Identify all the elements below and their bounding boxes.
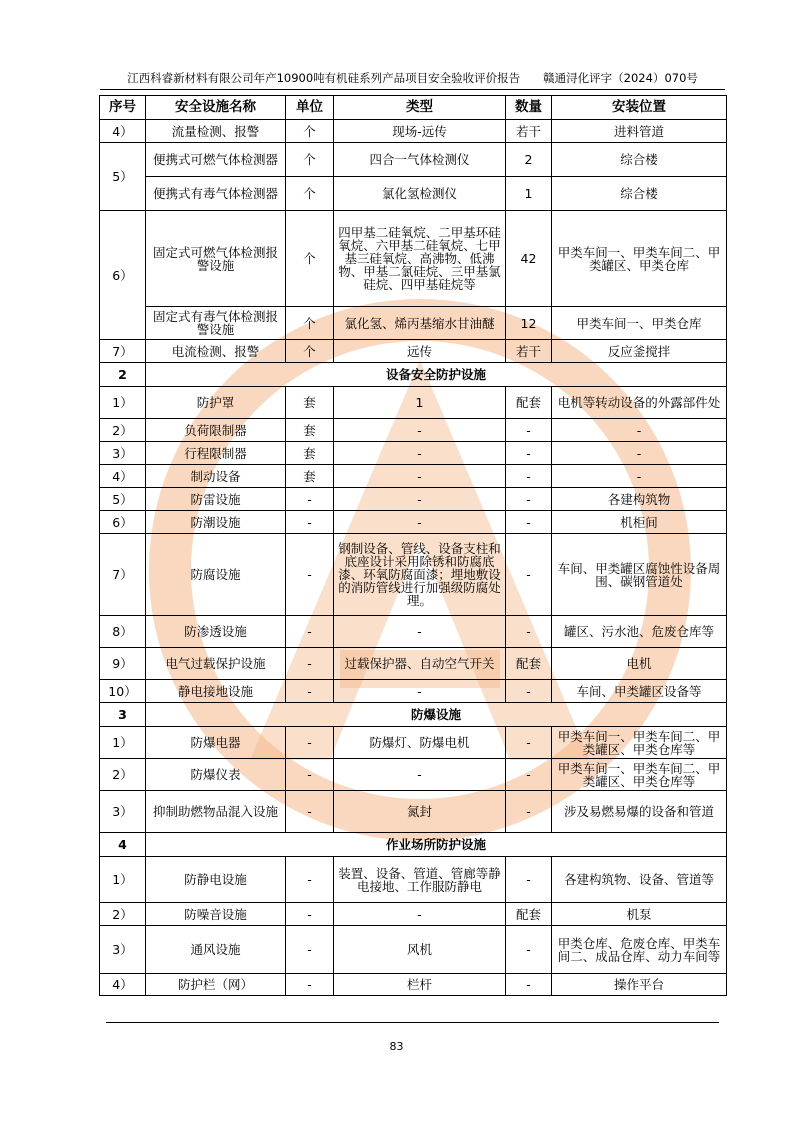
cell: 6）: [100, 511, 146, 534]
section-row: [100, 363, 727, 387]
cell: -: [286, 534, 334, 616]
table-row: [100, 534, 727, 616]
cell: 1: [334, 387, 506, 419]
cell: 进料管道: [552, 120, 727, 143]
table-row: [100, 903, 727, 926]
cell: 便携式可燃气体检测器: [146, 143, 286, 177]
cell: 防爆灯、防爆电机: [334, 727, 506, 759]
table-row: [100, 442, 727, 465]
table-row: [100, 387, 727, 419]
cell: 风机: [334, 926, 506, 974]
cell: 套: [286, 465, 334, 488]
cell: 防雷设施: [146, 488, 286, 511]
cell: 车间、甲类罐区设备等: [552, 680, 727, 703]
table-row: [100, 465, 727, 488]
section-title: 作业场所防护设施: [146, 833, 727, 857]
page-header: 江西科睿新材料有限公司年产10900吨有机硅系列产品项目安全验收评价报告 赣通浔化评字（2024）070号: [127, 71, 698, 85]
cell: -: [506, 465, 552, 488]
cell: 9）: [100, 648, 146, 680]
cell: 套: [286, 419, 334, 442]
cell: 7）: [100, 534, 146, 616]
cell: -: [334, 616, 506, 648]
cell: -: [506, 727, 552, 759]
cell: 涉及易燃易爆的设备和管道: [552, 791, 727, 833]
cell: -: [334, 465, 506, 488]
cell: 防渗透设施: [146, 616, 286, 648]
cell: 行程限制器: [146, 442, 286, 465]
cell: 钢制设备、管线、设备支柱和底座设计采用除锈和防腐底漆、环氧防腐面漆；埋地敷设的消防管线进行加强级防腐处理。: [334, 534, 506, 616]
cell: -: [506, 759, 552, 791]
cell: 操作平台: [552, 974, 727, 996]
col-header: 安装位置: [552, 96, 727, 120]
cell: 4）: [100, 465, 146, 488]
cell: 机柜间: [552, 511, 727, 534]
cell: 固定式有毒气体检测报警设施: [146, 307, 286, 340]
cell: -: [552, 419, 727, 442]
table-row: [100, 488, 727, 511]
cell: 四甲基二硅氧烷、二甲基环硅氧烷、六甲基二硅氧烷、七甲基三硅氧烷、高沸物、低沸物、甲基二氯硅烷、三甲基氯硅烷、四甲基硅烷等: [334, 211, 506, 307]
cell: 防噪音设施: [146, 903, 286, 926]
table-row: [100, 307, 727, 340]
table-row: [100, 680, 727, 703]
cell: 个: [286, 340, 334, 363]
cell: 车间、甲类罐区腐蚀性设备周围、碳钢管道处: [552, 534, 727, 616]
cell: -: [286, 857, 334, 903]
cell: 甲类车间一、甲类仓库: [552, 307, 727, 340]
footer-divider: [106, 1022, 719, 1023]
col-header: 单位: [286, 96, 334, 120]
cell: 2）: [100, 419, 146, 442]
cell: 负荷限制器: [146, 419, 286, 442]
cell: 配套: [506, 903, 552, 926]
cell: -: [286, 616, 334, 648]
cell: 12: [506, 307, 552, 340]
table-row: [100, 759, 727, 791]
cell: -: [334, 680, 506, 703]
table-row: [100, 857, 727, 903]
cell: 套: [286, 442, 334, 465]
section-title: 防爆设施: [146, 703, 727, 727]
cell: 防静电设施: [146, 857, 286, 903]
table-row: [100, 974, 727, 996]
cell: 4）: [100, 974, 146, 996]
cell: -: [334, 419, 506, 442]
cell: -: [286, 680, 334, 703]
cell: 配套: [506, 648, 552, 680]
col-header: 安全设施名称: [146, 96, 286, 120]
cell: 1）: [100, 387, 146, 419]
cell: 防护罩: [146, 387, 286, 419]
section-number: 2: [100, 363, 146, 387]
cell: 防腐设施: [146, 534, 286, 616]
cell: 防爆仪表: [146, 759, 286, 791]
cell: 个: [286, 120, 334, 143]
table-row: [100, 143, 727, 177]
cell: 5）: [100, 143, 146, 211]
cell: 固定式可燃气体检测报警设施: [146, 211, 286, 307]
cell: -: [506, 511, 552, 534]
cell: -: [286, 791, 334, 833]
cell: 甲类车间一、甲类车间二、甲类罐区、甲类仓库等: [552, 727, 727, 759]
table-row: [100, 727, 727, 759]
cell: 配套: [506, 387, 552, 419]
cell: 罐区、污水池、危废仓库等: [552, 616, 727, 648]
cell: -: [286, 648, 334, 680]
cell: 四合一气体检测仪: [334, 143, 506, 177]
cell: 氮封: [334, 791, 506, 833]
cell: 42: [506, 211, 552, 307]
cell: -: [506, 419, 552, 442]
cell: 个: [286, 211, 334, 307]
header-divider: [100, 89, 725, 90]
cell: 10）: [100, 680, 146, 703]
cell: -: [286, 759, 334, 791]
section-row: [100, 703, 727, 727]
cell: -: [286, 903, 334, 926]
cell: 3）: [100, 791, 146, 833]
cell: -: [506, 616, 552, 648]
table-header-row: [100, 96, 727, 120]
cell: 4）: [100, 120, 146, 143]
cell: -: [506, 680, 552, 703]
cell: -: [552, 465, 727, 488]
cell: 个: [286, 307, 334, 340]
cell: 制动设备: [146, 465, 286, 488]
section-number: 3: [100, 703, 146, 727]
cell: 防护栏（网）: [146, 974, 286, 996]
cell: -: [552, 442, 727, 465]
col-header: 序号: [100, 96, 146, 120]
cell: 7）: [100, 340, 146, 363]
table-row: [100, 419, 727, 442]
section-title: 设备安全防护设施: [146, 363, 727, 387]
table-row: [100, 648, 727, 680]
cell: 流量检测、报警: [146, 120, 286, 143]
safety-facilities-table: [99, 95, 727, 996]
cell: 综合楼: [552, 143, 727, 177]
col-header: 数量: [506, 96, 552, 120]
table-row: [100, 926, 727, 974]
cell: 电机: [552, 648, 727, 680]
cell: 过载保护器、自动空气开关: [334, 648, 506, 680]
cell: -: [506, 488, 552, 511]
table-row: [100, 616, 727, 648]
cell: -: [334, 759, 506, 791]
cell: 装置、设备、管道、管廊等静电接地、工作服防静电: [334, 857, 506, 903]
cell: 甲类车间一、甲类车间二、甲类罐区、甲类仓库: [552, 211, 727, 307]
cell: -: [286, 974, 334, 996]
cell: 1: [506, 177, 552, 211]
cell: -: [334, 442, 506, 465]
col-header: 类型: [334, 96, 506, 120]
cell: 反应釜搅拌: [552, 340, 727, 363]
cell: 电气过载保护设施: [146, 648, 286, 680]
cell: 现场-远传: [334, 120, 506, 143]
cell: 防潮设施: [146, 511, 286, 534]
cell: -: [506, 534, 552, 616]
table-row: [100, 211, 727, 307]
cell: 个: [286, 143, 334, 177]
cell: 1）: [100, 857, 146, 903]
page-number: 83: [389, 1040, 404, 1053]
table-row: [100, 340, 727, 363]
cell: -: [506, 857, 552, 903]
cell: 2: [506, 143, 552, 177]
cell: -: [506, 974, 552, 996]
cell: 2）: [100, 759, 146, 791]
cell: -: [334, 903, 506, 926]
cell: 5）: [100, 488, 146, 511]
cell: 6）: [100, 211, 146, 340]
cell: -: [334, 488, 506, 511]
table-row: [100, 177, 727, 211]
section-row: [100, 833, 727, 857]
cell: 远传: [334, 340, 506, 363]
cell: 机泵: [552, 903, 727, 926]
cell: 各建构筑物、设备、管道等: [552, 857, 727, 903]
cell: 静电接地设施: [146, 680, 286, 703]
cell: 通风设施: [146, 926, 286, 974]
cell: 若干: [506, 340, 552, 363]
cell: 电机等转动设备的外露部件处: [552, 387, 727, 419]
cell: 抑制助燃物品混入设施: [146, 791, 286, 833]
cell: 栏杆: [334, 974, 506, 996]
section-number: 4: [100, 833, 146, 857]
table-row: [100, 511, 727, 534]
cell: 电流检测、报警: [146, 340, 286, 363]
table-row: [100, 120, 727, 143]
cell: -: [286, 511, 334, 534]
cell: -: [286, 727, 334, 759]
cell: 3）: [100, 926, 146, 974]
cell: -: [506, 442, 552, 465]
cell: 若干: [506, 120, 552, 143]
cell: 氯化氢、烯丙基缩水甘油醚: [334, 307, 506, 340]
cell: -: [286, 926, 334, 974]
cell: 甲类仓库、危废仓库、甲类车间二、成品仓库、动力车间等: [552, 926, 727, 974]
cell: 套: [286, 387, 334, 419]
cell: 2）: [100, 903, 146, 926]
cell: -: [334, 511, 506, 534]
cell: 个: [286, 177, 334, 211]
cell: 8）: [100, 616, 146, 648]
cell: 防爆电器: [146, 727, 286, 759]
cell: 3）: [100, 442, 146, 465]
cell: -: [286, 488, 334, 511]
cell: 1）: [100, 727, 146, 759]
cell: 甲类车间一、甲类车间二、甲类罐区、甲类仓库等: [552, 759, 727, 791]
cell: -: [506, 791, 552, 833]
table-row: [100, 791, 727, 833]
cell: -: [506, 926, 552, 974]
cell: 便携式有毒气体检测器: [146, 177, 286, 211]
cell: 氯化氢检测仪: [334, 177, 506, 211]
cell: 各建构筑物: [552, 488, 727, 511]
cell: 综合楼: [552, 177, 727, 211]
